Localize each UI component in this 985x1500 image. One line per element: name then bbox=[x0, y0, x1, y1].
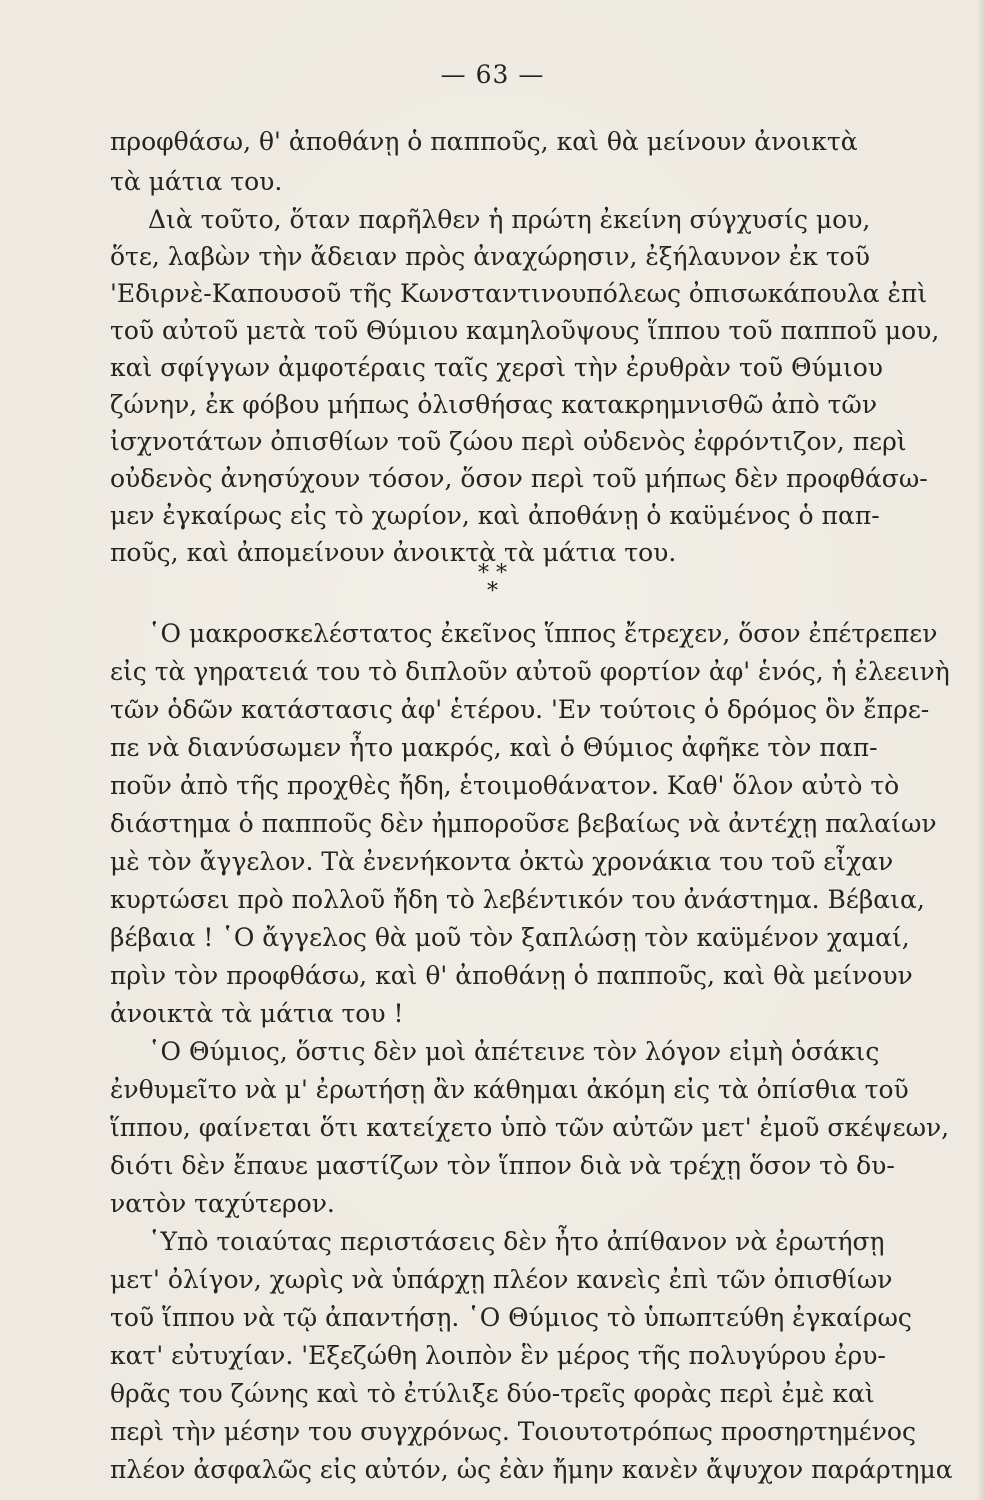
text-line: κατ' εὐτυχίαν. 'Εξεζώθη λοιπὸν ἓν μέρος τῆς πολυγύρου ἐρυ- bbox=[110, 1341, 886, 1370]
text-line: νατὸν ταχύτερον. bbox=[110, 1189, 335, 1218]
section-break-asterisks-top: * * bbox=[478, 561, 507, 586]
text-line: περὶ τὴν μέσην του συγχρόνως. Τοιουτοτρόπως προσηρτημένος bbox=[110, 1417, 916, 1446]
text-line: τοῦ αὐτοῦ μετὰ τοῦ Θύμιου καμηλοῦψους ἵππου τοῦ παπποῦ μου, bbox=[110, 316, 940, 345]
text-line: καὶ σφίγγων ἀμφοτέραις ταῖς χερσὶ τὴν ἐρυθρὰν τοῦ Θύμιου bbox=[110, 353, 883, 382]
text-line: ἰσχνοτάτων ὀπισθίων τοῦ ζώου περὶ οὐδενὸς ἐφρόντιζον, περὶ bbox=[110, 427, 907, 456]
text-line: ἀνοικτὰ τὰ μάτια του ! bbox=[110, 999, 404, 1028]
text-line: εἰς τὰ γηρατειά του τὸ διπλοῦν αὐτοῦ φορτίον ἀφ' ἑνός, ἡ ἐλεεινὴ bbox=[110, 657, 950, 686]
text-line: οὐδενὸς ἀνησύχουν τόσον, ὅσον περὶ τοῦ μήπως δὲν προφθάσω- bbox=[110, 464, 928, 493]
page-number: — 63 — bbox=[440, 60, 545, 89]
text-line: τὰ μάτια του. bbox=[110, 167, 283, 196]
text-line: ῾Ο μακροσκελέστατος ἐκεῖνος ἵππος ἔτρεχεν, ὅσον ἐπέτρεπεν bbox=[148, 619, 938, 648]
text-line: πε νὰ διανύσωμεν ἦτο μακρός, καὶ ὁ Θύμιος ἀφῆκε τὸν παπ- bbox=[110, 733, 878, 762]
text-line: μεν ἐγκαίρως εἰς τὸ χωρίον, καὶ ἀποθάνῃ ὁ καϋμένος ὁ παπ- bbox=[110, 501, 880, 530]
page-edge-shadow bbox=[977, 0, 985, 1500]
text-line: διότι δὲν ἔπαυε μαστίζων τὸν ἵππον διὰ νὰ τρέχῃ ὅσον τὸ δυ- bbox=[110, 1151, 895, 1180]
text-line: βέβαια ! ῾Ο ἄγγελος θὰ μοῦ τὸν ξαπλώσῃ τὸν καϋμένον χαμαί, bbox=[110, 923, 910, 952]
text-line: θρᾶς του ζώνης καὶ τὸ ἐτύλιξε δύο-τρεῖς φορὰς περὶ ἐμὲ καὶ bbox=[110, 1379, 875, 1408]
text-line: τοῦ ἵππου νὰ τῷ ἀπαντήσῃ. ῾Ο Θύμιος τὸ ὑπωπτεύθη ἐγκαίρως bbox=[110, 1303, 912, 1332]
text-line: πλέον ἀσφαλῶς εἰς αὐτόν, ὡς ἐὰν ἤμην κανὲν ἄψυχον παράρτημα bbox=[110, 1455, 953, 1484]
text-line: ἵππου, φαίνεται ὅτι κατείχετο ὑπὸ τῶν αὐτῶν μετ' ἐμοῦ σκέψεων, bbox=[110, 1113, 950, 1142]
text-line: μὲ τὸν ἄγγελον. Τὰ ἐνενήκοντα ὀκτὼ χρονάκια του τοῦ εἶχαν bbox=[110, 847, 894, 876]
text-line: κυρτώσει πρὸ πολλοῦ ἤδη τὸ λεβέντικόν του ἀνάστημα. Βέβαια, bbox=[110, 885, 925, 914]
text-line: ποῦς, καὶ ἀπομείνουν ἀνοικτὰ τὰ μάτια του. bbox=[110, 538, 677, 567]
text-line: ποῦν ἀπὸ τῆς προχθὲς ἤδη, ἑτοιμοθάνατον. Καθ' ὅλον αὐτὸ τὸ bbox=[110, 771, 900, 800]
text-line: ὅτε, λαβὼν τὴν ἄδειαν πρὸς ἀναχώρησιν, ἐξήλαυνον ἐκ τοῦ bbox=[110, 242, 870, 271]
text-line: Διὰ τοῦτο, ὅταν παρῆλθεν ἡ πρώτη ἐκείνη σύγχυσίς μου, bbox=[148, 205, 871, 234]
text-line: ἐνθυμεῖτο νὰ μ' ἐρωτήσῃ ἂν κάθημαι ἀκόμη εἰς τὰ ὀπίσθια τοῦ bbox=[110, 1075, 909, 1104]
text-line: μετ' ὀλίγον, χωρὶς νὰ ὑπάρχῃ πλέον κανεὶς ἐπὶ τῶν ὀπισθίων bbox=[110, 1265, 893, 1294]
text-line: διάστημα ὁ παπποῦς δὲν ἠμποροῦσε βεβαίως νὰ ἀντέχῃ παλαίων bbox=[110, 809, 937, 838]
text-line: προφθάσω, θ' ἀποθάνῃ ὁ παπποῦς, καὶ θὰ μείνουν ἀνοικτὰ bbox=[110, 127, 858, 156]
text-line: ῾Υπὸ τοιαύτας περιστάσεις δὲν ἦτο ἀπίθανον νὰ ἐρωτήσῃ bbox=[148, 1227, 885, 1256]
text-line: πρὶν τὸν προφθάσω, καὶ θ' ἀποθάνῃ ὁ παπποῦς, καὶ θὰ μείνουν bbox=[110, 961, 913, 990]
text-line: 'Εδιρνὲ-Καπουσοῦ τῆς Κωνσταντινουπόλεως ὀπισωκάπουλα ἐπὶ bbox=[110, 279, 928, 308]
text-line: ζώνην, ἐκ φόβου μήπως ὀλισθήσας κατακρημνισθῶ ἀπὸ τῶν bbox=[110, 390, 878, 419]
text-line: τῶν ὁδῶν κατάστασις ἀφ' ἑτέρου. 'Εν τούτοις ὁ δρόμος ὃν ἔπρε- bbox=[110, 695, 930, 724]
text-line: ῾Ο Θύμιος, ὅστις δὲν μοὶ ἀπέτεινε τὸν λόγον εἰμὴ ὁσάκις bbox=[148, 1037, 880, 1066]
section-break-asterisk-bottom: * bbox=[487, 579, 498, 604]
